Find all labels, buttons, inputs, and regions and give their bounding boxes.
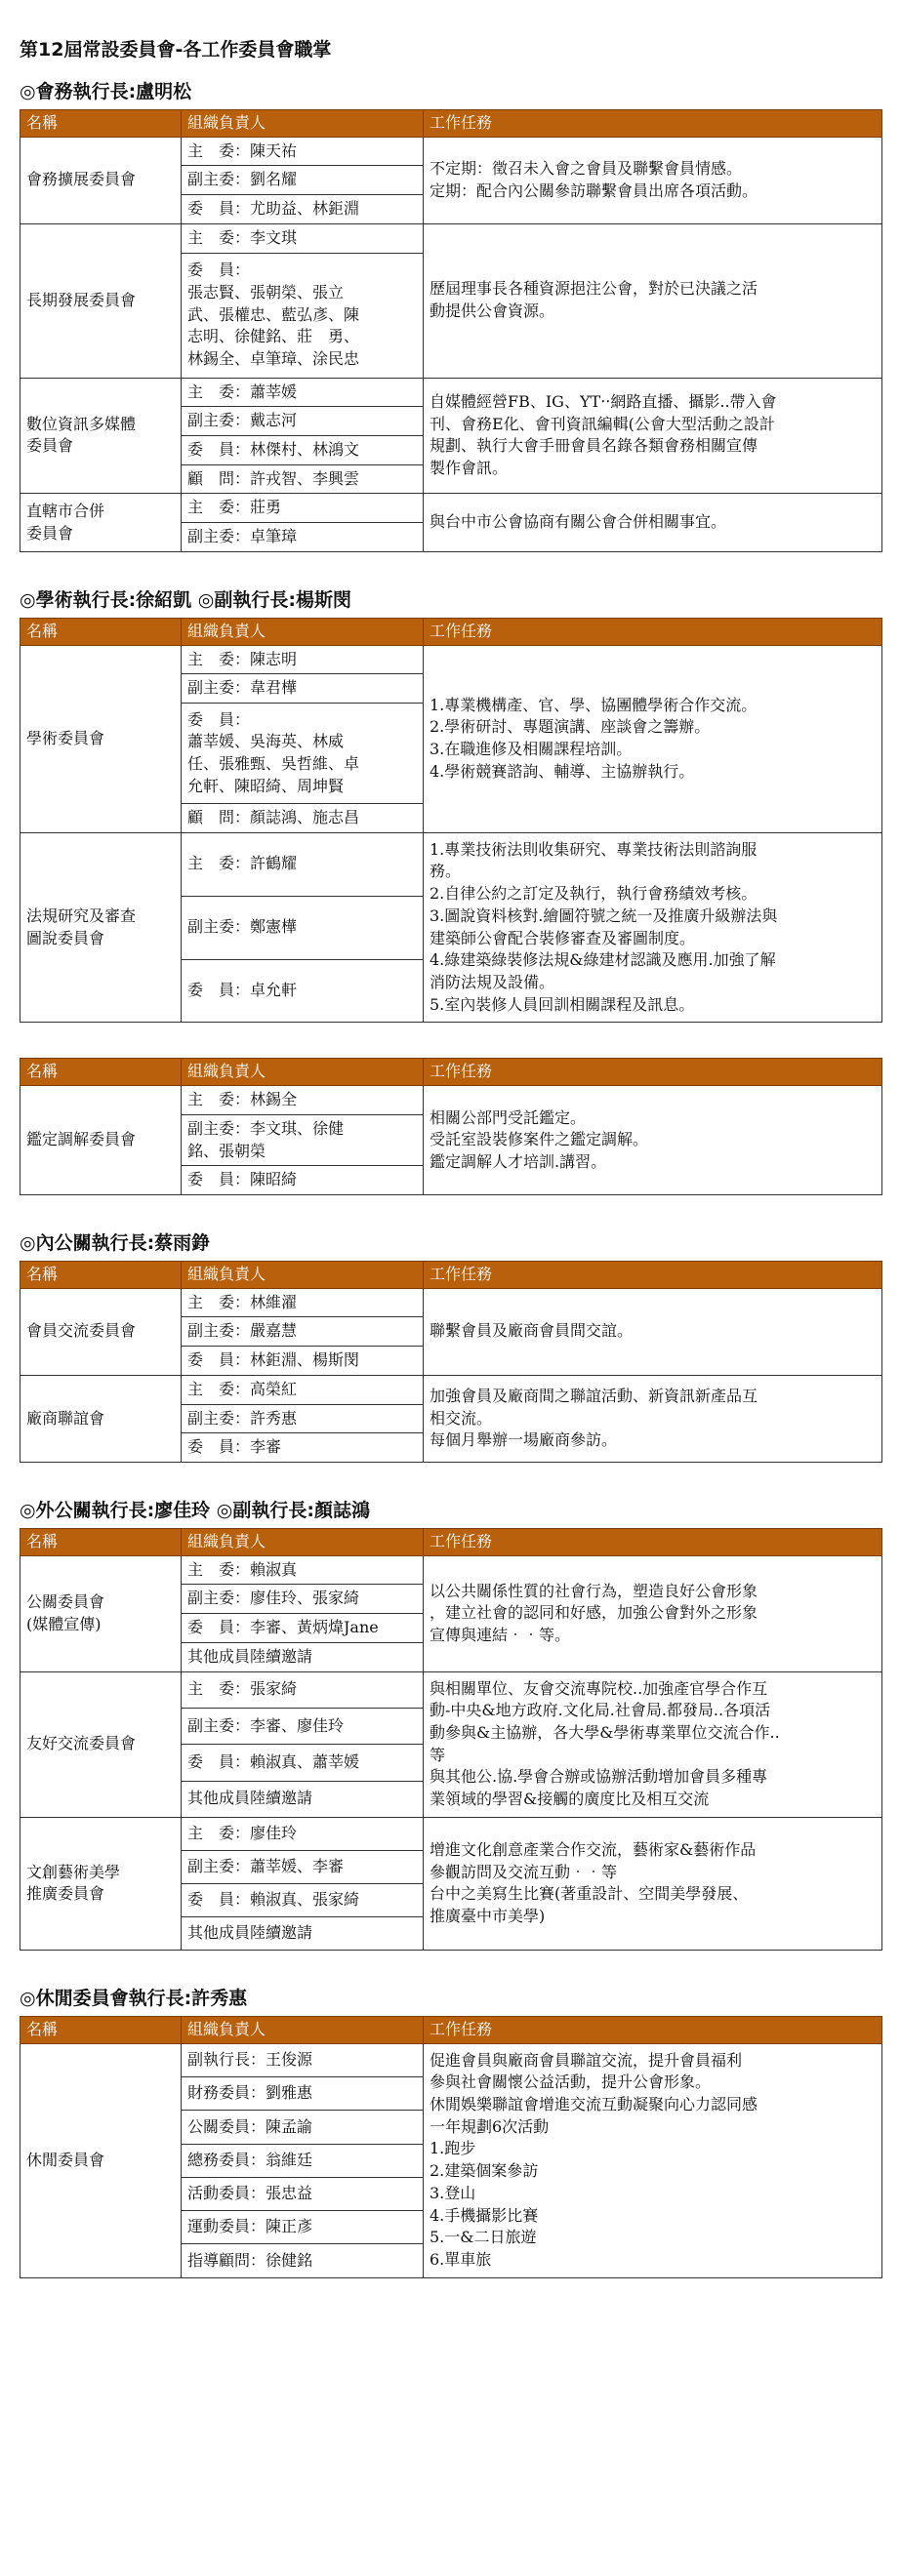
member-cell: 其他成員陸續邀請 (182, 1642, 424, 1671)
table-header-row (20, 1262, 882, 1289)
member-cell: 委 員：賴淑真、蕭莘媛 (182, 1745, 424, 1781)
committee-table (20, 109, 882, 552)
member-cell: 顧 問：顏誌鴻、施志昌 (182, 803, 424, 832)
member-cell: 委 員：林傑村、林鴻文 (182, 435, 424, 464)
member-cell: 其他成員陸續邀請 (182, 1781, 424, 1817)
member-cell: 指導顧問：徐健銘 (182, 2244, 424, 2277)
header-task: 工作任務 (424, 1262, 882, 1289)
table-row (20, 137, 882, 166)
committee-name: 文創藝術美學 推廣委員會 (20, 1817, 182, 1950)
table-row (20, 494, 882, 523)
section-3 (20, 1230, 881, 1463)
committee-task: 不定期：徵召未入會之會員及聯繫會員情感。 定期：配合內公關參訪聯繫會員出席各項活動。 (424, 137, 882, 223)
member-cell: 副主委：韋君樺 (182, 674, 424, 704)
committee-name: 休閒委員會 (20, 2043, 182, 2277)
member-cell: 副主委：廖佳玲、張家綺 (182, 1585, 424, 1614)
committee-name: 學術委員會 (20, 645, 182, 832)
table-row (20, 1375, 882, 1404)
table-header-row (20, 1529, 882, 1556)
header-task: 工作任務 (424, 618, 882, 645)
member-cell: 委 員：尤助益、林鉅淵 (182, 195, 424, 224)
committee-name: 直轄市合併 委員會 (20, 494, 182, 551)
header-task: 工作任務 (424, 1529, 882, 1556)
section-heading: ◎會務執行長:盧明松 (20, 80, 192, 102)
table-row (20, 2043, 882, 2076)
member-cell: 副主委：許秀惠 (182, 1404, 424, 1433)
member-cell: 副主委：戴志河 (182, 407, 424, 436)
committee-name: 會務擴展委員會 (20, 137, 182, 223)
committee-name: 廠商聯誼會 (20, 1375, 182, 1462)
committee-task: 與相關單位、友會交流專院校..加強產官學合作互 動-中央&地方政府.文化局.社會局.都發局..各項活 動參與&主協辦，各大學&學術專業單位交流合作.. 等 與其他公.協.學會合辦或協辦活動增加會員多種專 業領域的學習&接觸的廣度比及相互交流 (424, 1671, 882, 1817)
table-row (20, 1671, 882, 1708)
member-cell: 副主委：蕭莘媛、李審 (182, 1850, 424, 1883)
header-task: 工作任務 (424, 2016, 882, 2043)
section-5 (20, 1986, 881, 2278)
member-cell: 委 員：李審、黃炳煒Jane (182, 1614, 424, 1643)
header-leader: 組織負責人 (182, 2016, 424, 2043)
member-cell: 委 員：陳昭綺 (182, 1166, 424, 1195)
member-cell: 副主委：嚴嘉慧 (182, 1317, 424, 1347)
header-task: 工作任務 (424, 1059, 882, 1086)
committee-table (20, 1261, 882, 1463)
header-leader: 組織負責人 (182, 618, 424, 645)
table-row (20, 645, 882, 674)
member-cell: 副主委：李文琪、徐健 銘、張朝榮 (182, 1114, 424, 1165)
section-4 (20, 1498, 881, 1951)
member-cell: 總務委員：翁維廷 (182, 2144, 424, 2177)
member-cell: 主 委：廖佳玲 (182, 1817, 424, 1850)
section-heading: ◎休閒委員會執行長:許秀惠 (20, 1987, 248, 2009)
committee-task: 1.專業機構產、官、學、協團體學術合作交流。 2.學術研討、專題演講、座談會之籌辦。 3.在職進修及相關課程培訓。 4.學術競賽諮詢、輔導、主協辦執行。 (424, 645, 882, 832)
table-header-row (20, 2016, 882, 2043)
committee-task: 歷屆理事長各種資源挹注公會，對於已決議之活 動提供公會資源。 (424, 223, 882, 378)
member-cell: 副主委：鄭憲樺 (182, 896, 424, 959)
member-cell: 委 員： 張志賢、張朝榮、張立 武、張權忠、藍弘彥、陳 志明、徐健銘、莊 勇、 林錫全、卓筆璋、涂民忠 (182, 253, 424, 378)
member-cell: 主 委：蕭莘媛 (182, 378, 424, 407)
member-cell: 委 員：李審 (182, 1433, 424, 1463)
committee-name: 長期發展委員會 (20, 223, 182, 378)
committee-task: 增進文化創意產業合作交流，藝術家&藝術作品 參觀訪問及交流互動‧‧等 台中之美寫生比賽(著重設計、空間美學發展、 推廣臺中市美學) (424, 1817, 882, 1950)
member-cell: 副主委：卓筆璋 (182, 523, 424, 552)
header-name: 名稱 (20, 1529, 182, 1556)
committee-task: 聯繫會員及廠商會員間交誼。 (424, 1288, 882, 1375)
header-name: 名稱 (20, 2016, 182, 2043)
header-leader: 組織負責人 (182, 1262, 424, 1289)
member-cell: 顧 問：許戎智、李興雲 (182, 464, 424, 494)
section-heading: ◎內公關執行長:蔡雨錚 (20, 1232, 211, 1255)
member-cell: 主 委：林維濯 (182, 1288, 424, 1317)
page-title: 第12屆常設委員會-各工作委員會職掌 (20, 39, 332, 60)
member-cell: 主 委：高榮紅 (182, 1375, 424, 1404)
member-cell: 財務委員：劉雅惠 (182, 2076, 424, 2110)
member-cell: 主 委：張家綺 (182, 1671, 424, 1708)
committee-task: 促進會員與廠商會員聯誼交流，提升會員福利 參與社會關懷公益活動，提升公會形象。 休閒娛樂聯誼會增進交流互動凝聚向心力認同感 一年規劃6次活動 1.跑步 2.建築個案參訪 3.登山 4.手機攝影比賽 5.一&二日旅遊 6.單車旅 (424, 2043, 882, 2277)
committee-task: 自媒體經營FB、IG、YT‧‧網路直播、攝影..帶入會 刊、會務E化、會刊資訊編輯(公會大型活動之設計 規劃、執行大會手冊會員名錄各類會務相關宣傳 製作會訊。 (424, 378, 882, 494)
committee-table (20, 618, 882, 1024)
committee-name: 友好交流委員會 (20, 1671, 182, 1817)
committee-table (20, 2016, 882, 2278)
member-cell: 主 委：許鶴耀 (182, 832, 424, 896)
table-row (20, 1288, 882, 1317)
member-cell: 副主委：李審、廖佳玲 (182, 1708, 424, 1744)
committee-name: 數位資訊多媒體 委員會 (20, 378, 182, 494)
committee-name: 鑑定調解委員會 (20, 1086, 182, 1195)
header-name: 名稱 (20, 1262, 182, 1289)
section-2 (20, 1058, 881, 1195)
table-row (20, 832, 882, 896)
member-cell: 副主委：劉名耀 (182, 166, 424, 195)
header-name: 名稱 (20, 618, 182, 645)
section-heading: ◎外公關執行長:廖佳玲 ◎副執行長:顏誌鴻 (20, 1500, 370, 1522)
committee-name: 會員交流委員會 (20, 1288, 182, 1375)
member-cell: 運動委員：陳正彥 (182, 2211, 424, 2244)
committee-task: 與台中市公會協商有關公會合併相關事宜。 (424, 494, 882, 551)
header-name: 名稱 (20, 1059, 182, 1086)
committee-task: 以公共關係性質的社會行為，塑造良好公會形象 ，建立社會的認同和好感，加強公會對外之形象 宣傳與連結‧‧等。 (424, 1555, 882, 1671)
table-row (20, 1817, 882, 1850)
page (20, 37, 881, 2278)
table-row (20, 1555, 882, 1585)
member-cell: 主 委：陳志明 (182, 645, 424, 674)
section-heading: ◎學術執行長:徐紹凱 ◎副執行長:楊斯閔 (20, 588, 351, 611)
member-cell: 委 員：林鉅淵、楊斯閔 (182, 1347, 424, 1376)
header-leader: 組織負責人 (182, 109, 424, 137)
committee-table (20, 1058, 882, 1195)
committee-task: 相關公部門受託鑑定。 受託室設裝修案件之鑑定調解。 鑑定調解人才培訓.講習。 (424, 1086, 882, 1195)
header-name: 名稱 (20, 109, 182, 137)
table-row (20, 378, 882, 407)
header-leader: 組織負責人 (182, 1059, 424, 1086)
member-cell: 主 委：賴淑真 (182, 1555, 424, 1585)
table-header-row (20, 618, 882, 645)
table-header-row (20, 109, 882, 137)
member-cell: 副執行長：王俊源 (182, 2043, 424, 2076)
committee-table (20, 1528, 882, 1951)
section-1 (20, 587, 881, 1024)
table-header-row (20, 1059, 882, 1086)
member-cell: 主 委：林錫全 (182, 1086, 424, 1115)
table-row (20, 1086, 882, 1115)
member-cell: 主 委：李文琪 (182, 223, 424, 253)
header-leader: 組織負責人 (182, 1529, 424, 1556)
committee-name: 法規研究及審查 圖說委員會 (20, 832, 182, 1023)
member-cell: 委 員：卓允軒 (182, 959, 424, 1023)
member-cell: 主 委：陳天祐 (182, 137, 424, 166)
member-cell: 主 委：莊勇 (182, 494, 424, 523)
header-task: 工作任務 (424, 109, 882, 137)
member-cell: 委 員：賴淑真、張家綺 (182, 1883, 424, 1916)
member-cell: 活動委員：張忠益 (182, 2177, 424, 2210)
table-row (20, 223, 882, 253)
committee-task: 加強會員及廠商間之聯誼活動、新資訊新產品互 相交流。 每個月舉辦一場廠商參訪。 (424, 1375, 882, 1462)
committee-name: 公關委員會 (媒體宣傳) (20, 1555, 182, 1671)
member-cell: 其他成員陸續邀請 (182, 1916, 424, 1950)
member-cell: 委 員： 蕭莘媛、吳海英、林威 任、張雅甄、吳哲維、卓 允軒、陳昭綺、周坤賢 (182, 703, 424, 803)
member-cell: 公關委員：陳孟諭 (182, 2111, 424, 2144)
sections-container (20, 79, 881, 2278)
committee-task: 1.專業技術法則收集研究、專業技術法則諮詢服 務。 2.自律公約之訂定及執行，執行會務績效考核。 3.圖說資料核對.繪圖符號之統一及推廣升級辦法與 建築師公會配合裝修審查及審圖制度。 4.綠建築綠裝修法規&綠建材認識及應用.加強了解 消防法規及設備。 5.室內裝修人員回訓相關課程及訊息。 (424, 832, 882, 1023)
section-0 (20, 79, 881, 552)
